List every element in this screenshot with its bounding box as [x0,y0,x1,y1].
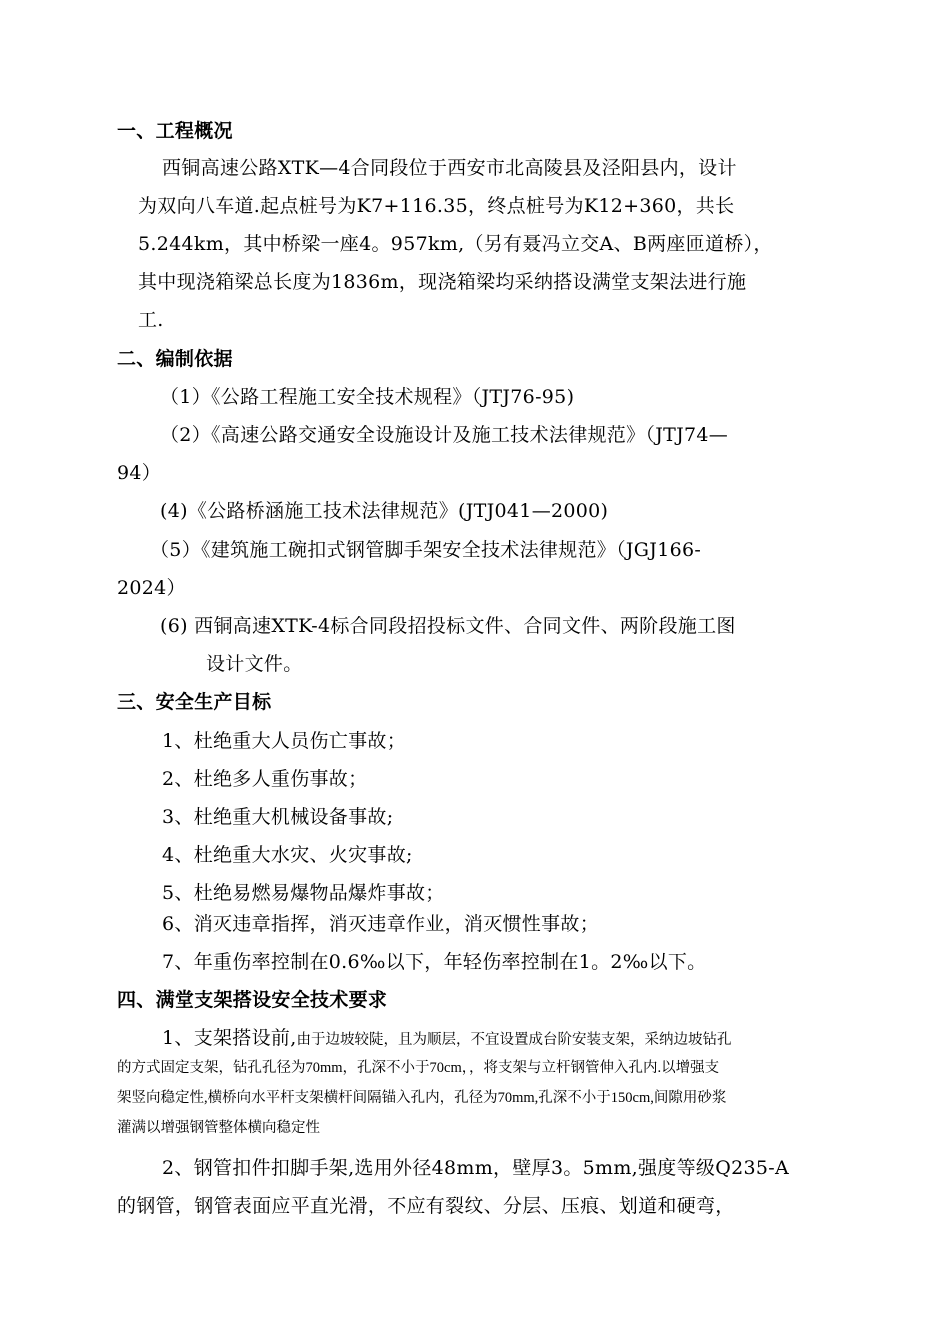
overview-line-1: 西铜高速公路XTK—4合同段位于西安市北高陵县及泾阳县内，设计 [162,157,737,179]
overview-line-3: 5.244km，其中桥梁一座4。957km,（另有聂冯立交A、B两座匝道桥）， [138,233,773,255]
goal-item-3: 3、杜绝重大机械设备事故; [162,806,394,828]
basis-item-2-cont: 94） [117,462,162,484]
basis-item-1: （1）《公路工程施工安全技术规程》（JTJ76-95) [160,386,575,408]
section-heading-requirements: 四、满堂支架搭设安全技术要求 [117,989,388,1011]
requirement-1-line-4: 灌满以增强钢管整体横向稳定性 [117,1120,320,1136]
basis-item-4: (4)《公路桥涵施工技术法律规范》(JTJ041—2000) [160,500,609,522]
requirement-2-line-1: 2、钢管扣件扣脚手架,选用外径48mm，壁厚3。5mm,强度等级Q235-A [162,1157,789,1179]
goal-item-7: 7、年重伤率控制在0.6‰以下，年轻伤率控制在1。2‰以下。 [162,951,707,973]
basis-item-6: (6) 西铜高速XTK-4标合同段招投标文件、合同文件、两阶段施工图 [160,615,736,637]
basis-item-5-cont: 2024） [117,577,186,599]
section-heading-goals: 三、安全生产目标 [117,691,272,713]
basis-item-6-cont: 设计文件。 [206,653,303,675]
requirement-1-line-3: 架竖向稳定性,横桥向水平杆支架横杆间隔锚入孔内，孔径为70mm,孔深不小于150cm,间隙用砂浆 [117,1090,727,1106]
goal-item-1: 1、杜绝重大人员伤亡事故； [162,730,406,752]
basis-item-2: （2）《高速公路交通安全设施设计及施工技术法律规范》（JTJ74— [160,424,729,446]
goal-item-6: 6、消灭违章指挥，消灭违章作业，消灭惯性事故； [162,913,599,935]
overview-line-2: 为双向八车道.起点桩号为K7+116.35，终点桩号为K12+360，共长 [138,195,735,217]
goal-item-4: 4、杜绝重大水灾、火灾事故; [162,844,413,866]
requirement-1-lead: 1、支架搭设前, [162,1027,297,1049]
goal-item-2: 2、杜绝多人重伤事故； [162,768,368,790]
requirement-2-line-2: 的钢管，钢管表面应平直光滑，不应有裂纹、分层、压痕、划道和硬弯， [117,1195,735,1217]
goal-item-5: 5、杜绝易燃易爆物品爆炸事故； [162,882,445,904]
requirement-1-first-rest: 由于边坡较陡，且为顺层，不宜设置成台阶安装支架，采纳边坡钻孔 [296,1032,732,1048]
section-heading-overview: 一、工程概况 [117,120,233,142]
requirement-1-line-2: 的方式固定支架，钻孔孔径为70mm，孔深不小于70cm，，将支架与立杆钢管伸入孔内.以增强支 [117,1060,720,1076]
basis-item-5: （5）《建筑施工碗扣式钢管脚手架安全技术法律规范》（JGJ166- [150,539,702,561]
requirement-1-first-line [162,1026,732,1050]
section-heading-basis: 二、编制依据 [117,348,233,370]
overview-line-4: 其中现浇箱梁总长度为1836m，现浇箱梁均采纳搭设满堂支架法进行施 [138,271,747,293]
overview-line-5: 工. [138,309,164,331]
